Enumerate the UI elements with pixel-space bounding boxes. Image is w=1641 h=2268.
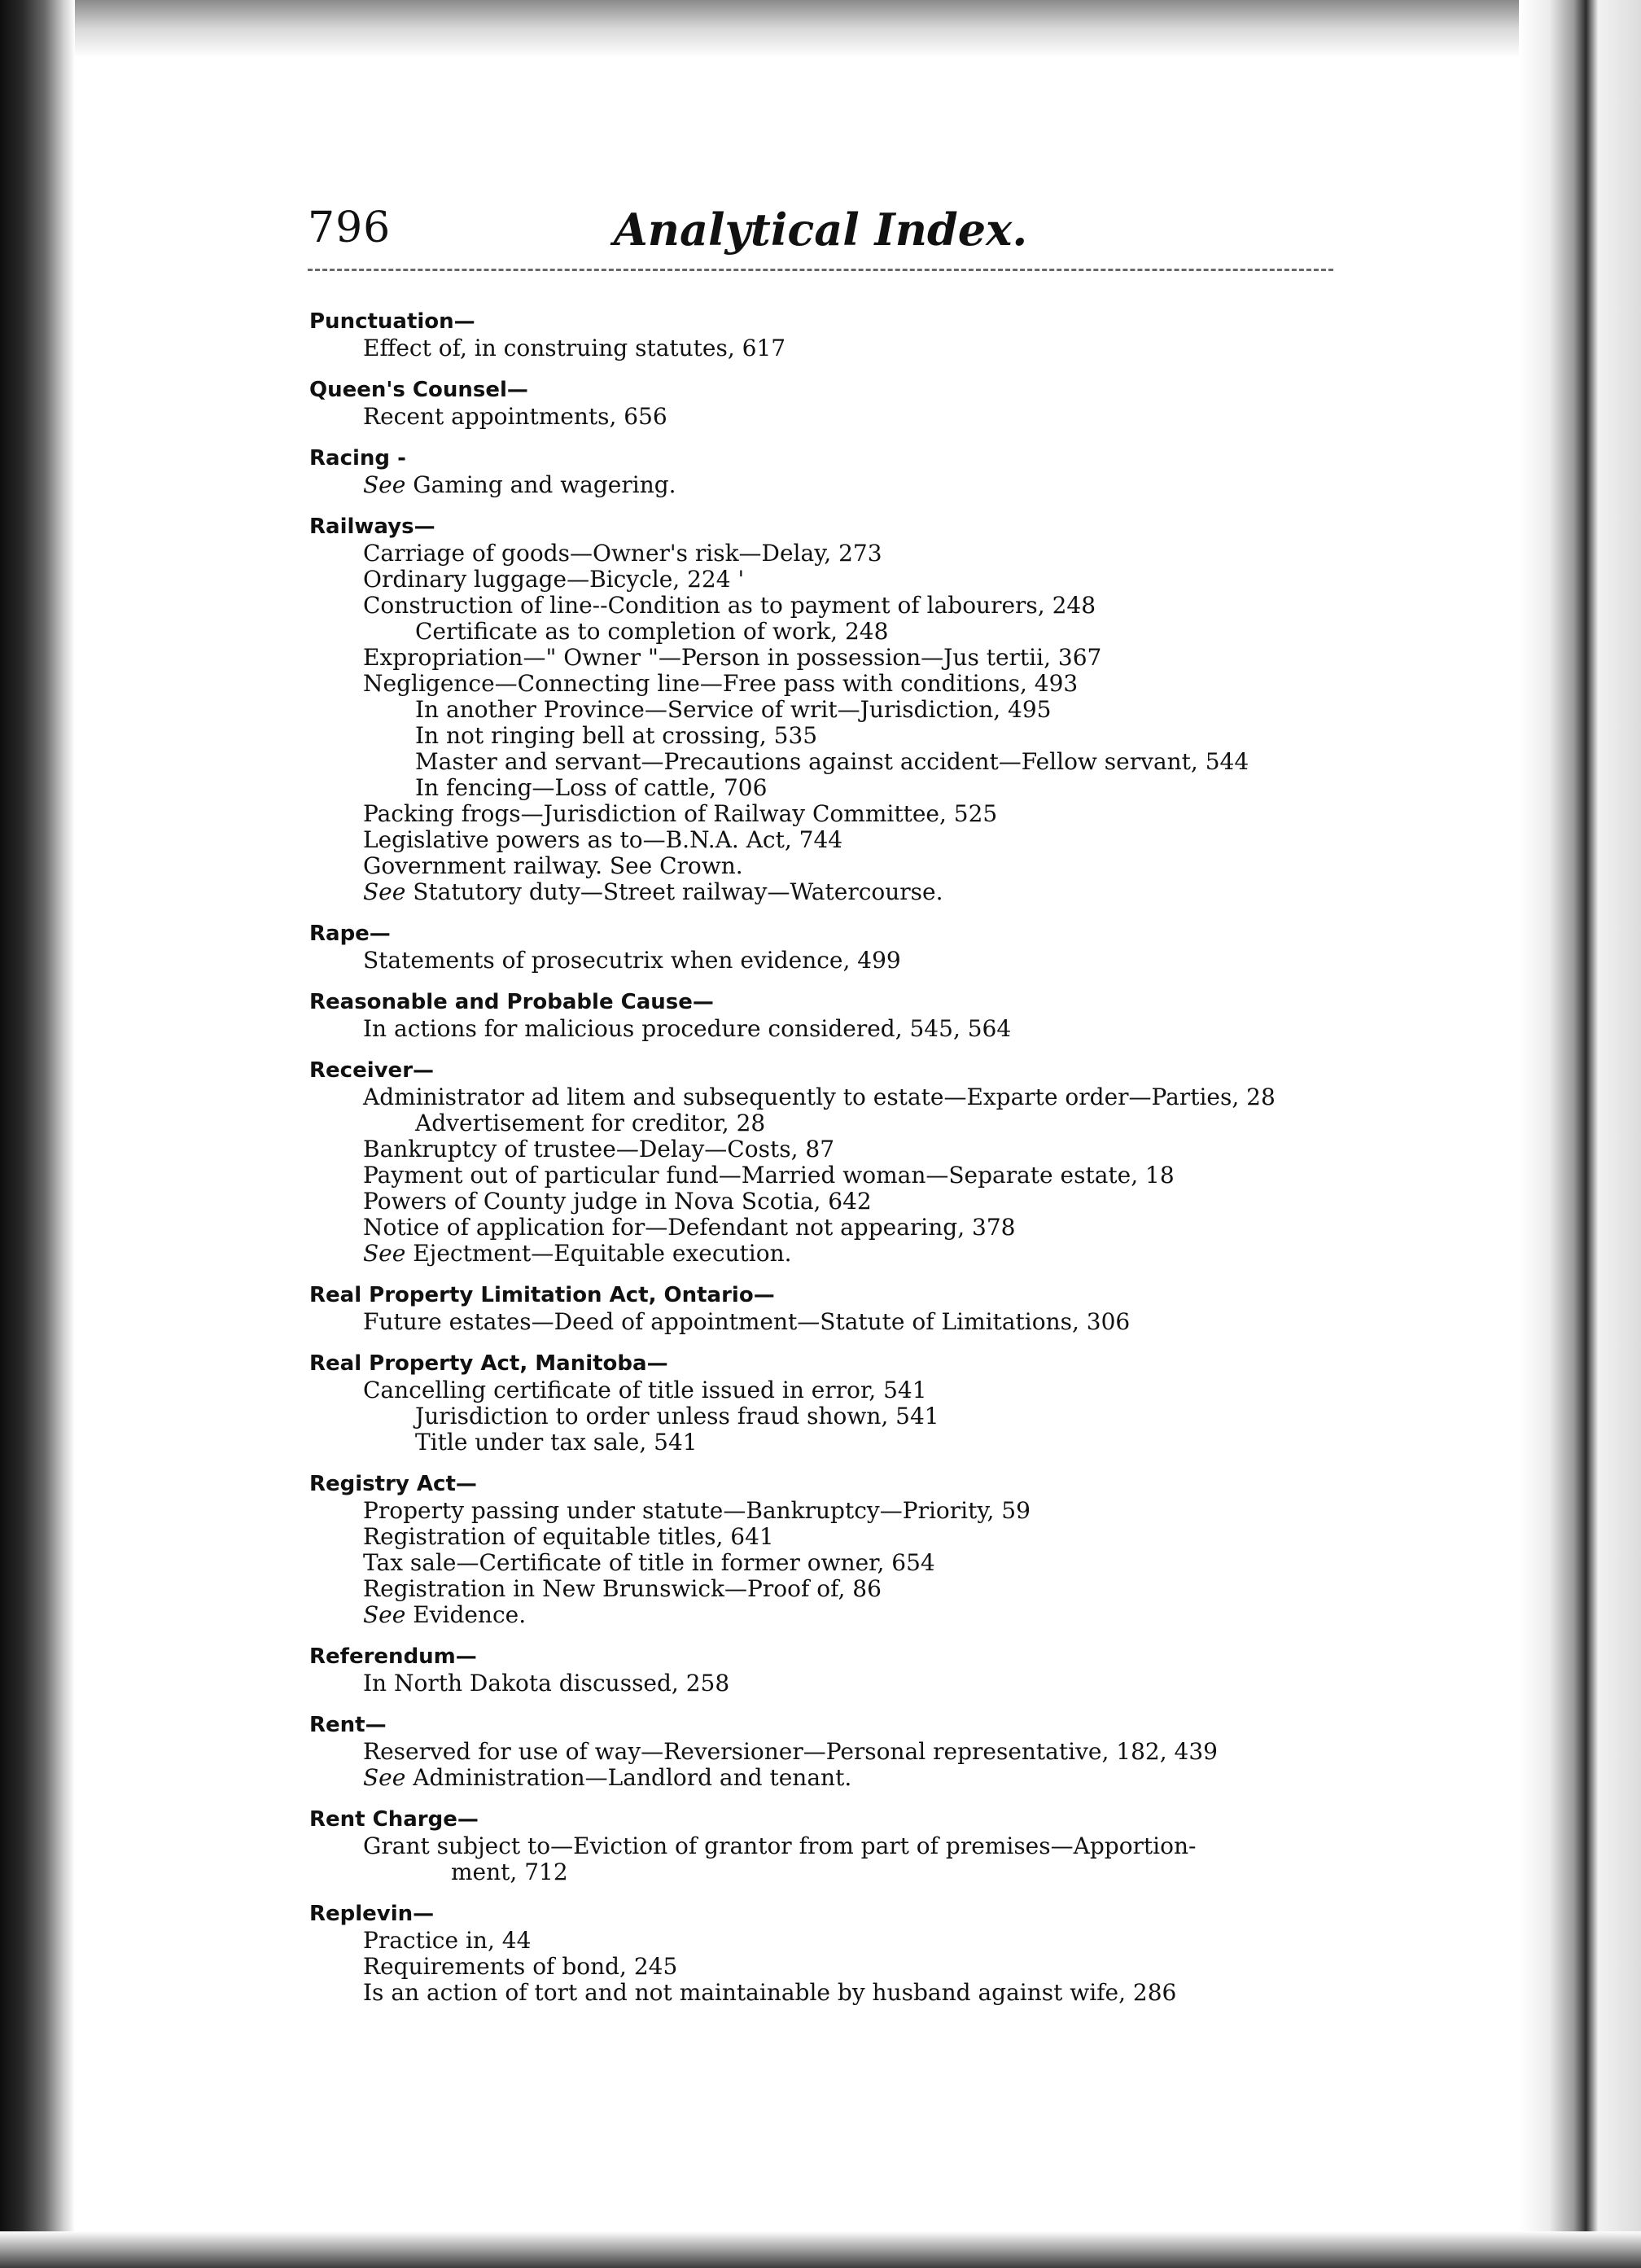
index-line-text: Practice in, 44	[363, 1927, 532, 1954]
index-line	[309, 1377, 1368, 1403]
index-entry	[309, 1806, 1368, 1885]
index-line-text: Bankruptcy of trustee—Delay—Costs, 87	[363, 1136, 835, 1162]
index-subline	[309, 1430, 1368, 1456]
index-line-text: Statutory duty—Street railway—Watercourse.	[405, 878, 943, 905]
index-line-text: Administration—Landlord and tenant.	[405, 1764, 852, 1791]
index-heading: Railways—	[309, 514, 435, 539]
index-line	[309, 1215, 1368, 1241]
index-line-text: Packing frogs—Jurisdiction of Railway Committee, 525	[363, 800, 998, 827]
index-heading: Receiver—	[309, 1058, 435, 1083]
index-line-text: Jurisdiction to order unless fraud shown, 541	[415, 1403, 939, 1430]
index-entry	[309, 1900, 1368, 2006]
index-line-text: In not ringing bell at crossing, 535	[415, 722, 818, 749]
index-heading: Replevin—	[309, 1902, 435, 1926]
index-line-text: Powers of County judge in Nova Scotia, 642	[363, 1188, 872, 1215]
index-entry	[309, 308, 1368, 361]
index-entry	[309, 920, 1368, 974]
index-line	[309, 1576, 1368, 1602]
see-reference: See	[363, 878, 406, 905]
index-line-text: Effect of, in construing statutes, 617	[363, 335, 786, 361]
index-line-text: Expropriation—" Owner "—Person in possession—Jus tertii, 367	[363, 644, 1102, 671]
index-line	[309, 1859, 1368, 1885]
index-heading: Rape—	[309, 922, 391, 946]
index-line	[309, 1162, 1368, 1189]
index-line-text: Certificate as to completion of work, 248	[415, 618, 889, 645]
index-line-text: Carriage of goods—Owner's risk—Delay, 273	[363, 540, 882, 567]
index-line	[309, 1602, 1368, 1628]
index-heading: Registry Act—	[309, 1472, 477, 1496]
index-line-text: Negligence—Connecting line—Free pass with conditions, 493	[363, 670, 1079, 697]
index-heading: Rent Charge—	[309, 1807, 479, 1832]
index-heading: Racing -	[309, 446, 406, 471]
index-line-text: Future estates—Deed of appointment—Statute of Limitations, 306	[363, 1308, 1131, 1335]
index-line-text: Property passing under statute—Bankruptcy—Priority, 59	[363, 1497, 1031, 1524]
index-entry	[309, 1470, 1368, 1628]
index-line	[309, 827, 1368, 853]
see-reference: See	[363, 1240, 406, 1267]
index-line	[309, 948, 1368, 974]
index-line-text: Requirements of bond, 245	[363, 1953, 678, 1980]
index-entry	[309, 1057, 1368, 1267]
index-line-text: Notice of application for—Defendant not appearing, 378	[363, 1214, 1016, 1241]
index-subline	[309, 775, 1368, 801]
index-line	[309, 335, 1368, 361]
index-line	[309, 1524, 1368, 1550]
index-line-text: Ejectment—Equitable execution.	[405, 1240, 792, 1267]
index-line-text: Ordinary luggage—Bicycle, 224 '	[363, 566, 745, 593]
index-entry	[309, 444, 1368, 498]
page-number: 796	[308, 204, 392, 252]
index-line-text: In fencing—Loss of cattle, 706	[415, 774, 768, 801]
index-line-text: Master and servant—Precautions against accident—Fellow servant, 544	[415, 748, 1249, 775]
index-line-text: Recent appointments, 656	[363, 403, 667, 430]
index-line	[309, 671, 1368, 697]
scan-edge-left	[0, 0, 75, 2268]
index-line	[309, 1241, 1368, 1267]
index-entry	[309, 1350, 1368, 1456]
index-line-text: Reserved for use of way—Reversioner—Personal representative, 182, 439	[363, 1738, 1218, 1765]
index-heading: Punctuation—	[309, 309, 475, 334]
index-line-text: Advertisement for creditor, 28	[415, 1110, 766, 1136]
index-subline	[309, 1403, 1368, 1430]
index-subline	[309, 723, 1368, 749]
index-line-text: Registration in New Brunswick—Proof of, 86	[363, 1575, 882, 1602]
index-line	[309, 1980, 1368, 2006]
scan-edge-right	[1519, 0, 1641, 2268]
index-line-text: Grant subject to—Eviction of grantor from part of premises—Apportion-	[363, 1832, 1197, 1859]
index-list	[309, 308, 1368, 2021]
index-line-text: In another Province—Service of writ—Jurisdiction, 495	[415, 696, 1052, 723]
index-line-text: Legislative powers as to—B.N.A. Act, 744	[363, 826, 843, 853]
index-line	[309, 645, 1368, 671]
index-line-text: In actions for malicious procedure considered, 545, 564	[363, 1015, 1012, 1042]
index-line	[309, 879, 1368, 905]
see-reference: See	[363, 1764, 406, 1791]
index-entry	[309, 1643, 1368, 1697]
index-line-text: Statements of prosecutrix when evidence, 499	[363, 947, 901, 974]
header-rule	[308, 269, 1333, 271]
index-line-text: Is an action of tort and not maintainable by husband against wife, 286	[363, 1979, 1177, 2006]
index-line	[309, 1833, 1368, 1859]
index-line	[309, 593, 1368, 619]
index-line	[309, 1136, 1368, 1162]
index-line	[309, 541, 1368, 567]
index-entry	[309, 376, 1368, 430]
index-line-text: In North Dakota discussed, 258	[363, 1670, 730, 1697]
index-line	[309, 853, 1368, 879]
index-heading: Reasonable and Probable Cause—	[309, 990, 714, 1014]
scan-edge-top	[0, 0, 1641, 57]
index-line-text: ment, 712	[451, 1859, 568, 1885]
index-line-text: Construction of line--Condition as to payment of labourers, 248	[363, 592, 1096, 619]
index-line-text: Registration of equitable titles, 641	[363, 1523, 774, 1550]
index-line-text: Administrator ad litem and subsequently to estate—Exparte order—Parties, 28	[363, 1084, 1276, 1110]
index-line-text: Tax sale—Certificate of title in former owner, 654	[363, 1549, 935, 1576]
see-reference: See	[363, 1601, 406, 1628]
see-reference: See	[363, 471, 406, 498]
index-entry	[309, 1711, 1368, 1791]
index-line-text: Payment out of particular fund—Married woman—Separate estate, 18	[363, 1162, 1175, 1189]
index-line	[309, 1498, 1368, 1524]
index-line	[309, 1309, 1368, 1335]
index-line	[309, 1739, 1368, 1765]
index-subline	[309, 619, 1368, 645]
index-subline	[309, 1110, 1368, 1136]
page-header	[308, 204, 1333, 269]
index-entry	[309, 1281, 1368, 1335]
index-line	[309, 1189, 1368, 1215]
page-title: Analytical Index.	[613, 204, 1028, 256]
index-line	[309, 1016, 1368, 1042]
index-heading: Rent—	[309, 1713, 387, 1737]
index-line	[309, 1765, 1368, 1791]
index-line	[309, 472, 1368, 498]
index-line	[309, 404, 1368, 430]
index-line	[309, 567, 1368, 593]
index-line-text: Evidence.	[405, 1601, 527, 1628]
index-entry	[309, 988, 1368, 1042]
index-line-text: Government railway. See Crown.	[363, 852, 743, 879]
index-line-text: Title under tax sale, 541	[415, 1429, 698, 1456]
index-line	[309, 801, 1368, 827]
index-heading: Referendum—	[309, 1644, 477, 1669]
index-line	[309, 1084, 1368, 1110]
index-line-text: Cancelling certificate of title issued in error, 541	[363, 1377, 927, 1403]
index-heading: Real Property Act, Manitoba—	[309, 1351, 668, 1376]
index-line	[309, 1670, 1368, 1697]
index-entry	[309, 513, 1368, 905]
index-line	[309, 1954, 1368, 1980]
index-subline	[309, 697, 1368, 723]
index-line	[309, 1550, 1368, 1576]
scan-edge-bottom	[0, 2231, 1641, 2268]
index-line-text: Gaming and wagering.	[405, 471, 676, 498]
index-heading: Real Property Limitation Act, Ontario—	[309, 1283, 775, 1307]
index-heading: Queen's Counsel—	[309, 378, 528, 402]
index-line	[309, 1928, 1368, 1954]
index-subline	[309, 749, 1368, 775]
